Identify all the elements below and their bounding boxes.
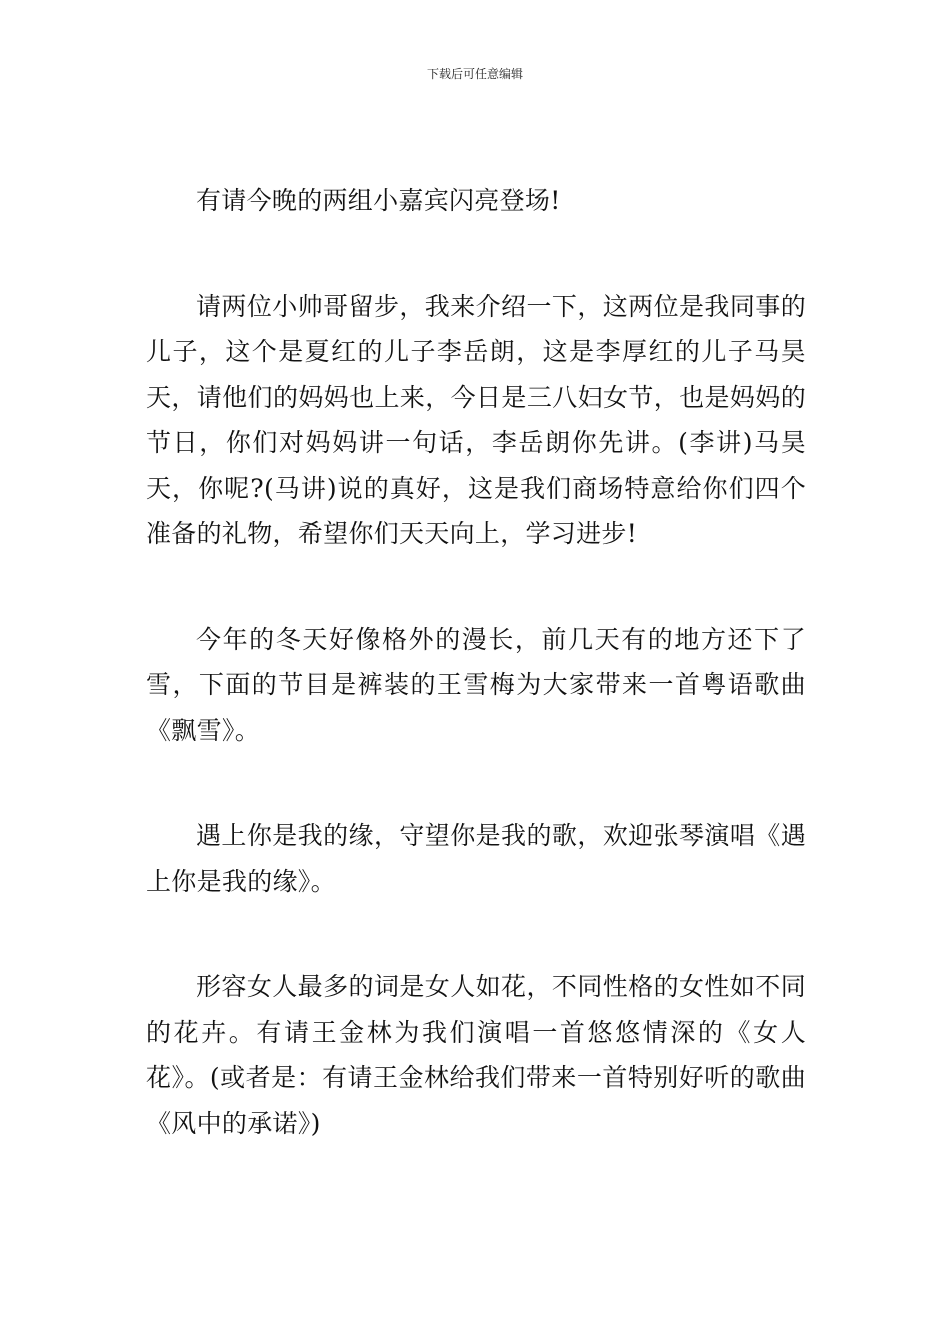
paragraph-flower-song: 形容女人最多的词是女人如花，不同性格的女性如不同的花卉。有请王金林为我们演唱一首悠悠情深的《女人花》。(或者是：有请王金林给我们带来一首特别好听的歌曲《风中的承诺》)	[146, 972, 806, 1138]
paragraph-guests-intro: 有请今晚的两组小嘉宾闪亮登场!	[196, 186, 561, 215]
paragraph-snow-song: 今年的冬天好像格外的漫长，前几天有的地方还下了雪，下面的节目是裤装的王雪梅为大家带来一首粤语歌曲《飘雪》。	[146, 624, 806, 745]
header-note: 下载后可任意编辑	[426, 67, 523, 81]
paragraph-fate-song: 遇上你是我的缘，守望你是我的歌，欢迎张琴演唱《遇上你是我的缘》。	[146, 821, 806, 896]
paragraph-children-intro: 请两位小帅哥留步，我来介绍一下，这两位是我同事的儿子，这个是夏红的儿子李岳朗，这是李厚红的儿子马昊天，请他们的妈妈也上来，今日是三八妇女节，也是妈妈的节日，你们对妈妈讲一句话，李岳朗你先讲。(李讲)马昊天，你呢?(马讲)说的真好，这是我们商场特意给你们四个准备的礼物，希望你们天天向上，学习进步!	[146, 291, 806, 548]
document-body	[146, 178, 806, 1146]
